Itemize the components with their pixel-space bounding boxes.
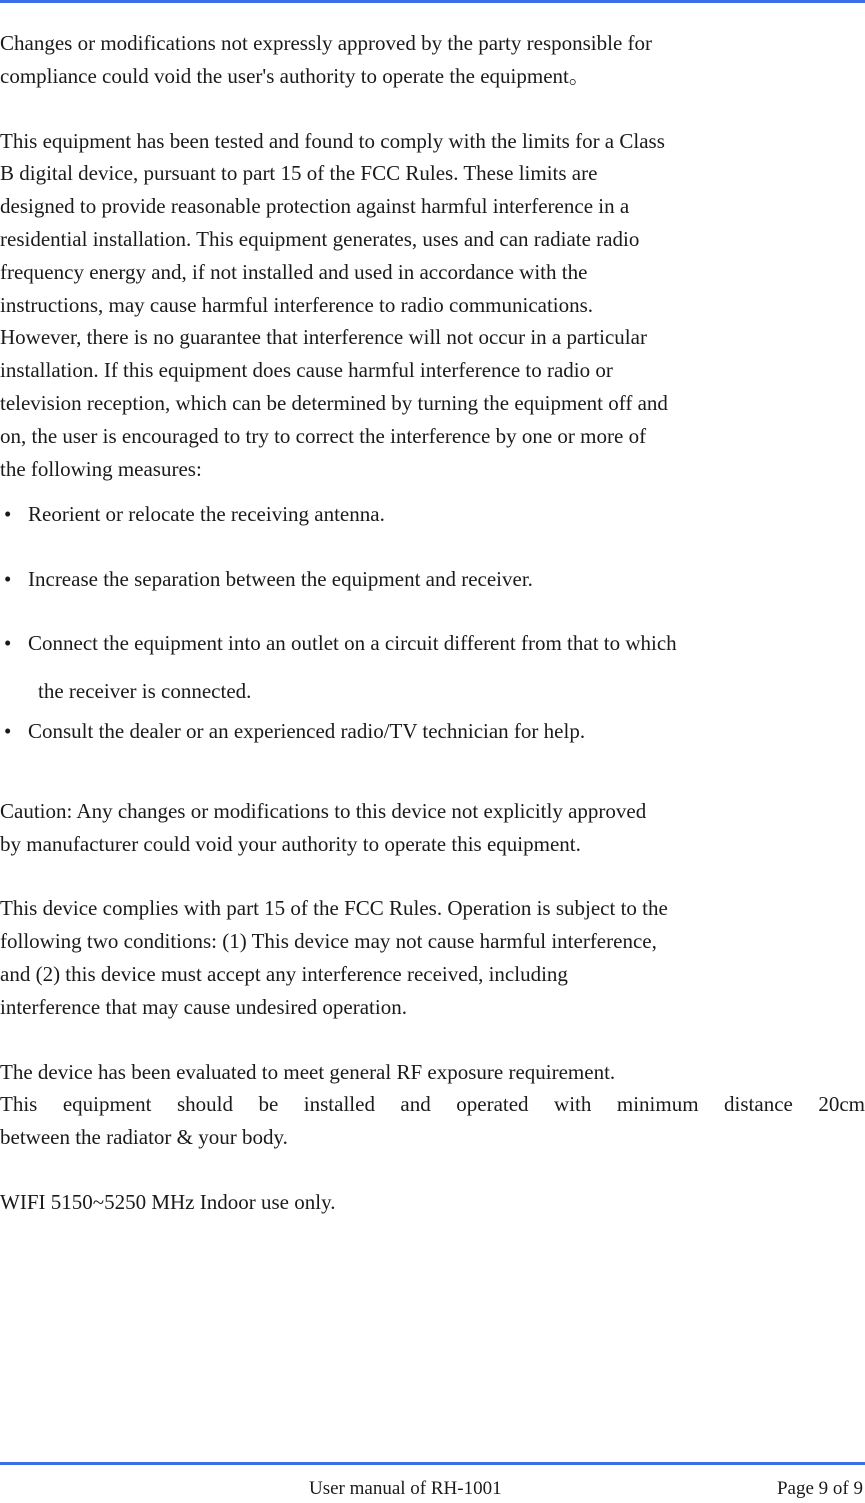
list-item [0,715,848,748]
rf-exposure-paragraph [0,1056,800,1089]
list-item [0,563,848,596]
measure-text: Reorient or relocate the receiving antenna. [28,502,385,527]
part15-paragraph [0,892,800,1023]
list-item [0,498,848,531]
wifi-note: WIFI 5150~5250 MHz Indoor use only. [0,1189,336,1214]
part15-line: This device complies with part 15 of the FCC Rules. Operation is subject to the [0,896,668,921]
class-b-paragraph [0,125,800,486]
footer-rule [0,1462,865,1465]
bullet-icon: • [4,718,12,743]
header-rule [0,0,865,3]
class-b-line: However, there is no guarantee that interference will not occur in a particular [0,325,647,350]
compliance-line: compliance could void the user's authority to operate the equipment。 [0,63,590,88]
class-b-line: This equipment has been tested and found to comply with the limits for a Class [0,128,665,153]
measure-text-continuation: the receiver is connected. [38,678,252,703]
part15-line: interference that may cause undesired operation. [0,994,407,1019]
page-footer [0,1478,865,1502]
list-item [0,619,848,715]
caution-line: Caution: Any changes or modifications to this device not explicitly approved [0,798,647,823]
class-b-line: installation. If this equipment does cause harmful interference to radio or [0,358,613,383]
part15-line: and (2) this device must accept any interference received, including [0,961,568,986]
caution-paragraph [0,795,800,861]
manual-title: User manual of RH-1001 [309,1478,502,1499]
rf-body-line: between the radiator & your body. [0,1125,288,1150]
rf-distance-line: This equipment should be installed and operated with minimum distance 20cm [0,1092,865,1117]
bullet-icon: • [4,630,12,655]
class-b-line: television reception, which can be determined by turning the equipment off and [0,390,668,415]
class-b-line: B digital device, pursuant to part 15 of the FCC Rules. These limits are [0,161,598,186]
class-b-line: designed to provide reasonable protection against harmful interference in a [0,194,630,219]
part15-line: following two conditions: (1) This device may not cause harmful interference, [0,929,657,954]
class-b-line: instructions, may cause harmful interference to radio communications. [0,292,594,317]
caution-line: by manufacturer could void your authority to operate this equipment. [0,831,581,856]
measures-list [0,498,865,747]
page-number: Page 9 of 9 [776,1478,863,1499]
measure-text: Connect the equipment into an outlet on a circuit different from that to which [28,630,677,655]
compliance-line: Changes or modifications not expressly approved by the party responsible for [0,31,653,55]
class-b-line: on, the user is encouraged to try to correct the interference by one or more of [0,423,647,448]
class-b-line: frequency energy and, if not installed and used in accordance with the [0,259,588,284]
rf-line: The device has been evaluated to meet general RF exposure requirement. [0,1059,616,1084]
measure-text: Increase the separation between the equipment and receiver. [28,567,533,592]
document-body [0,27,865,1219]
class-b-line: residential installation. This equipment generates, uses and can radiate radio [0,226,640,251]
bullet-icon: • [4,567,12,592]
class-b-line: the following measures: [0,456,202,481]
bullet-icon: • [4,502,12,527]
measure-text: Consult the dealer or an experienced radio/TV technician for help. [28,718,586,743]
compliance-paragraph [0,27,800,93]
